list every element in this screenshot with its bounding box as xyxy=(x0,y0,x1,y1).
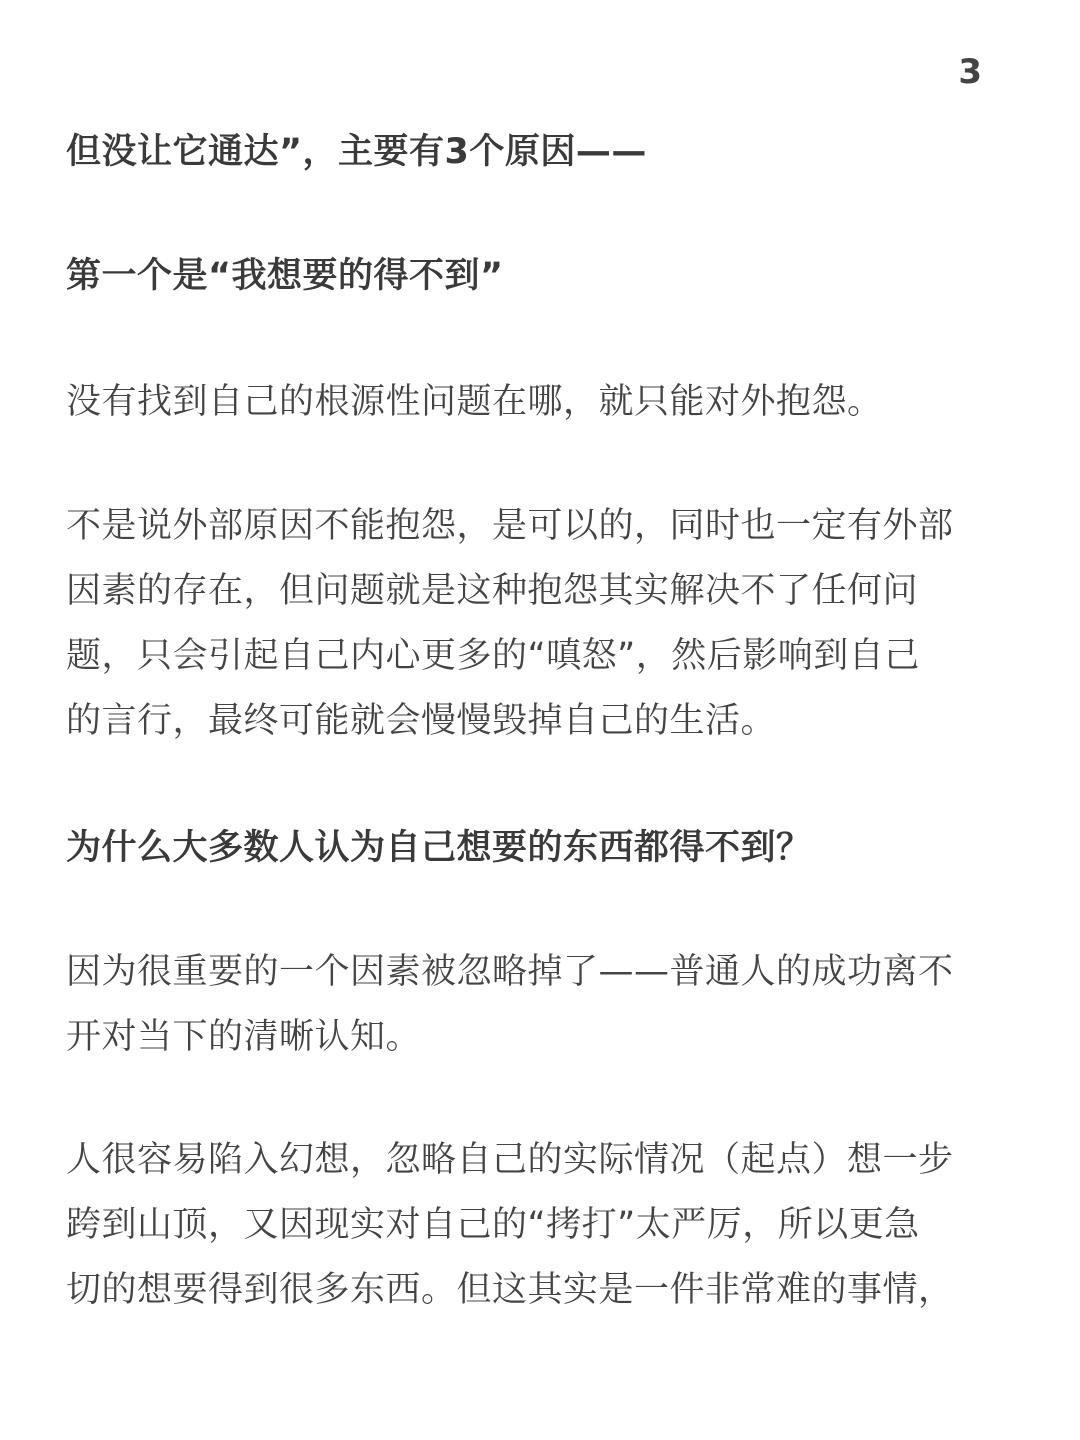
text-line: 人很容易陷入幻想，忽略自己的实际情况（起点）想一步 xyxy=(66,1140,954,1180)
text-line: 为什么大多数人认为自己想要的东西都得不到？ xyxy=(66,828,812,868)
heading-first-reason xyxy=(66,244,1026,309)
paragraph-cognition xyxy=(66,940,1026,1070)
heading-why-question xyxy=(66,816,1026,881)
paragraph-fantasy xyxy=(66,1128,1026,1323)
paragraph-complain xyxy=(66,370,1026,435)
text-line: 切的想要得到很多东西。但这其实是一件非常难的事情， xyxy=(66,1270,954,1310)
text-line: 没有找到自己的根源性问题在哪，就只能对外抱怨。 xyxy=(66,382,883,422)
text-line: 开对当下的清晰认知。 xyxy=(66,1017,422,1057)
text-line: 但没让它通达”，主要有3个原因—— xyxy=(66,132,647,172)
text-line: 题，只会引起自己内心更多的“嗔怒”，然后影响到自己 xyxy=(66,636,920,676)
text-line: 跨到山顶，又因现实对自己的“拷打”太严厉，所以更急 xyxy=(66,1205,920,1245)
text-line: 第一个是“我想要的得不到” xyxy=(66,256,504,296)
text-line: 不是说外部原因不能抱怨，是可以的，同时也一定有外部 xyxy=(66,506,954,546)
text-line: 的言行，最终可能就会慢慢毁掉自己的生活。 xyxy=(66,701,777,741)
text-line: 因为很重要的一个因素被忽略掉了——普通人的成功离不 xyxy=(66,952,954,992)
paragraph-intro xyxy=(66,120,1026,185)
page-number: 3 xyxy=(958,52,982,92)
text-line: 因素的存在，但问题就是这种抱怨其实解决不了任何问 xyxy=(66,571,919,611)
paragraph-external-factors xyxy=(66,494,1026,754)
